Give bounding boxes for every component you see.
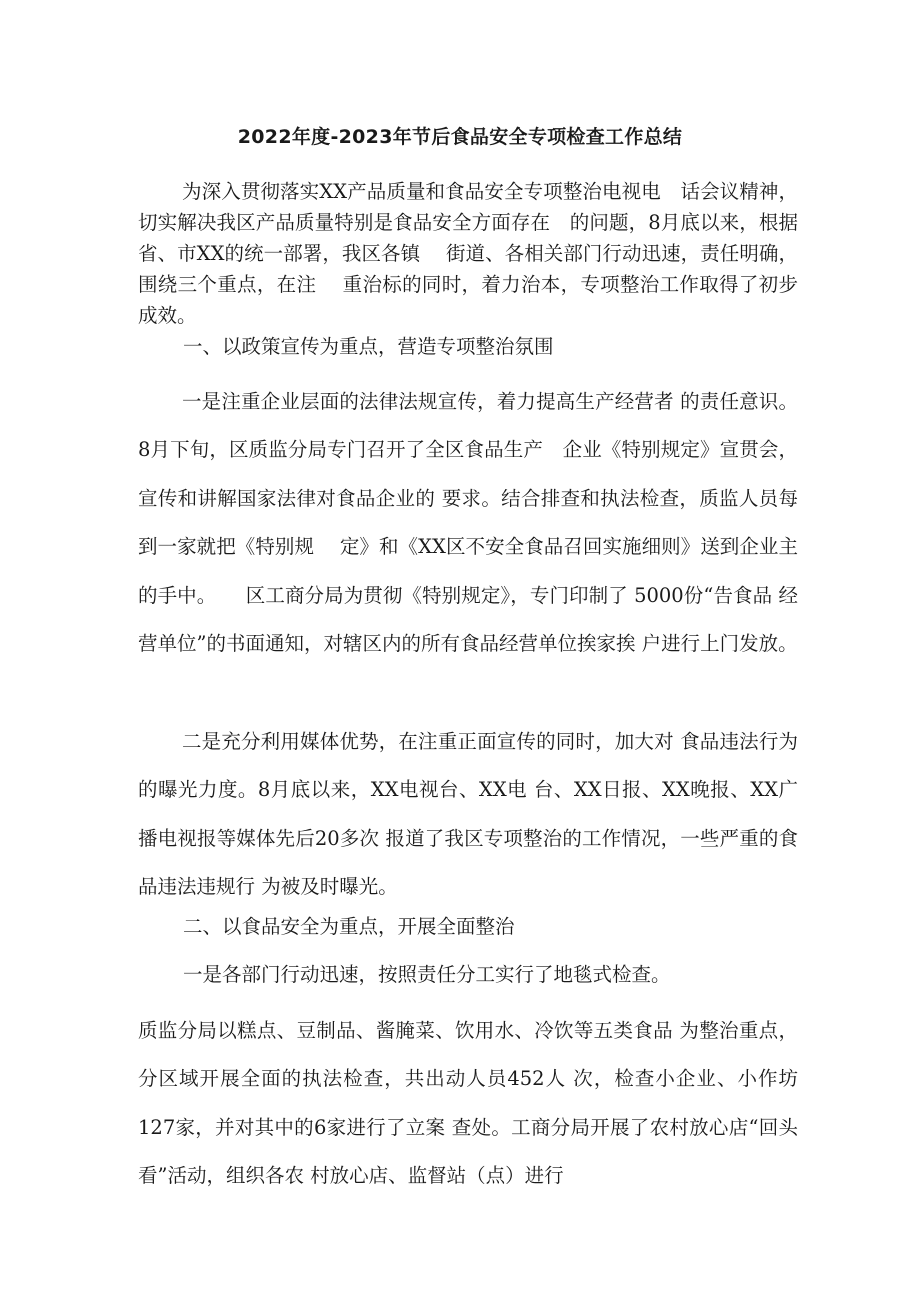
section2-item1-lead: 一是各部门行动迅速，按照责任分工实行了地毯式检查。 — [183, 963, 671, 986]
section2-item1-paragraph: 质监分局以糕点、豆制品、酱腌菜、饮用水、冷饮等五类食品 为整治重点，分区域开展全面的执法检查，共出动人员452人 次，检查小企业、小作坊127家，并对其中的6家进行了立案 查处。工商分局开展了农村放心店“回头看”活动，组织各农 村放心店、监督站（点）进行 — [138, 1019, 798, 1188]
section-heading-2: 二、以食品安全为重点，开展全面整治 — [183, 915, 515, 938]
intro-paragraph: 为深入贯彻落实XX产品质量和食品安全专项整治电视电 话会议精神，切实解决我区产品质量特别是食品安全方面存在 的问题，8月底以来，根据省、市XX的统一部署，我区各镇 街道、各相关部门行动迅速，责任明确，围绕三个重点，在注 重治标的同时，着力治本，专项整治工作取得了初步成效。 — [138, 180, 798, 327]
section-heading-1: 一、以政策宣传为重点，营造专项整治氛围 — [183, 335, 554, 358]
document-title: 2022年度-2023年节后食品安全专项检查工作总结 — [237, 126, 683, 148]
section1-item2-paragraph: 二是充分利用媒体优势，在注重正面宣传的同时，加大对 食品违法行为的曝光力度。8月底以来，XX电视台、XX电 台、XX日报、XX晚报、XX广播电视报等媒体先后20多次 报道了我区专项整治的工作情况，一些严重的食品违法违规行 为被及时曝光。 — [138, 730, 798, 899]
section1-item1-paragraph: 一是注重企业层面的法律法规宣传，着力提高生产经营者 的责任意识。8月下旬，区质监分局专门召开了全区食品生产 企业《特别规定》宣贯会，宣传和讲解国家法律对食品企业的 要求。结合排查和执法检查，质监人员每到一家就把《特别规 定》和《XX区不安全食品召回实施细则》送到企业主的手中。 区工商分局为贯彻《特别规定》，专门印制了 5000份“告食品 经营单位”的书面通知，对辖区内的所有食品经营单位挨家挨 户进行上门发放。 — [138, 390, 798, 656]
